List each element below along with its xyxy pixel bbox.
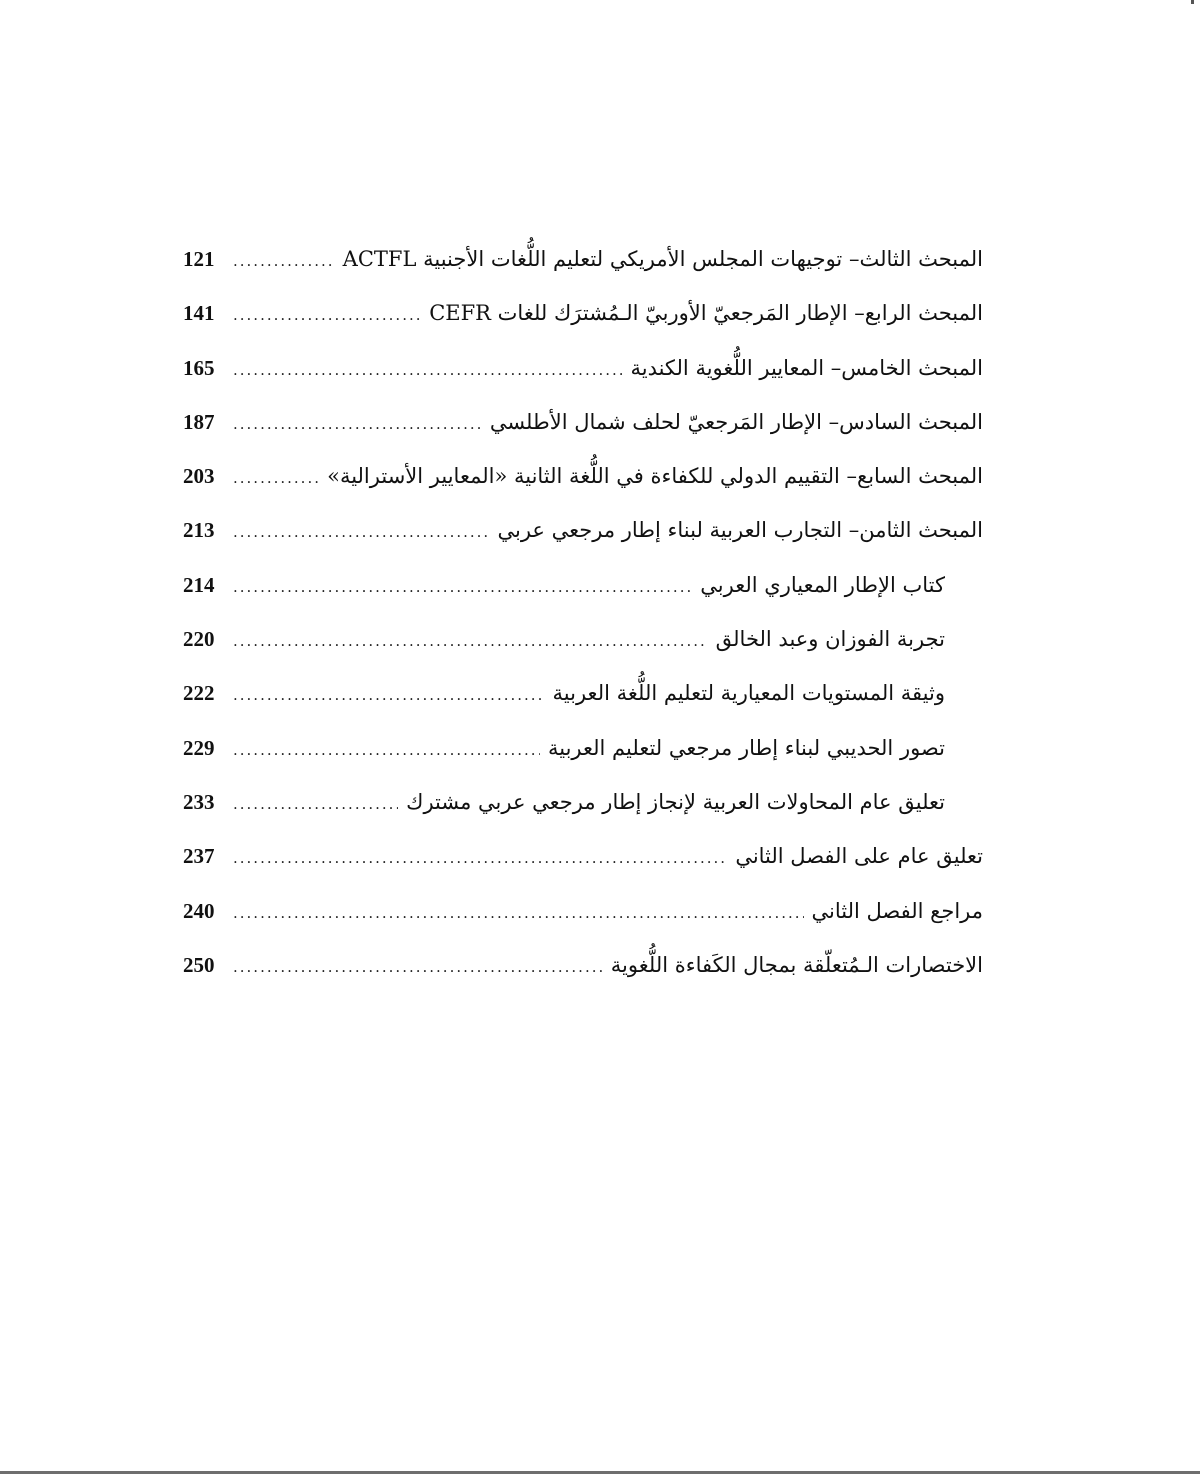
toc-page-number: 121 (183, 247, 215, 271)
toc-page-number: 220 (183, 627, 215, 652)
toc-leader-dots (233, 397, 482, 451)
toc-entry-title: المبحث الثامن– التجارب العربية لبناء إطار مرجعي عربي (497, 518, 983, 543)
toc-leader-dots (233, 777, 398, 831)
toc-leader-dots (233, 451, 319, 505)
toc-entry[interactable] (183, 666, 983, 720)
toc-page-number: 229 (183, 735, 215, 760)
toc-leader-dots (233, 614, 708, 668)
toc-entry[interactable] (183, 884, 983, 938)
toc-leader-dots (233, 234, 335, 288)
toc-entry-title: وثيقة المستويات المعيارية لتعليم اللُّغة العربية (552, 681, 945, 706)
toc-entry[interactable] (183, 612, 983, 666)
toc-leader-dots (233, 886, 804, 940)
toc-entry-title: المبحث الخامس– المعايير اللُّغوية الكندية (630, 355, 983, 380)
toc-entry-title: تعليق عام على الفصل الثاني (735, 844, 983, 869)
toc-entry-title: المبحث الرابع– الإطار المَرجعيّ الأوربيّ الـمُشترَك للغات CEFR (429, 301, 983, 326)
toc-entry[interactable] (183, 232, 983, 286)
toc-entry-title: كتاب الإطار المعياري العربي (700, 572, 945, 597)
toc-entry[interactable] (183, 938, 983, 992)
toc-entry[interactable] (183, 286, 983, 340)
toc-page-number: 250 (183, 952, 215, 977)
corner-mark (1191, 0, 1194, 4)
toc-entry[interactable] (183, 721, 983, 775)
toc-page-number: 240 (183, 898, 215, 923)
toc-page-number: 233 (183, 789, 215, 814)
toc-entry[interactable] (183, 775, 983, 829)
toc-page-number: 141 (183, 301, 215, 326)
table-of-contents (183, 232, 983, 992)
toc-entry-title: المبحث السابع– التقييم الدولي للكفاءة في اللُّغة الثانية «المعايير الأسترالية» (327, 464, 983, 489)
toc-leader-dots (233, 940, 603, 994)
toc-entry[interactable] (183, 341, 983, 395)
toc-entry-title: الاختصارات الـمُتعلّقة بمجال الكَفاءة اللُّغوية (610, 952, 983, 977)
toc-entry-title: المبحث السادس– الإطار المَرجعيّ لحلف شمال الأطلسي (489, 409, 983, 434)
toc-entry-title: المبحث الثالث– توجيهات المجلس الأمريكي لتعليم اللُّغات الأجنبية ACTFL (342, 247, 983, 271)
toc-entry[interactable] (183, 558, 983, 612)
toc-page-number: 187 (183, 409, 215, 434)
toc-leader-dots (233, 560, 692, 614)
toc-leader-dots (233, 343, 622, 397)
toc-page-number: 203 (183, 464, 215, 489)
toc-leader-dots (233, 831, 727, 885)
toc-entry-title: تعليق عام المحاولات العربية لإنجاز إطار مرجعي عربي مشترك (406, 789, 945, 814)
toc-entry-title: تجربة الفوزان وعبد الخالق (715, 627, 945, 652)
toc-entry[interactable] (183, 503, 983, 557)
toc-leader-dots (233, 288, 421, 342)
toc-page-number: 213 (183, 518, 215, 543)
toc-leader-dots (233, 505, 490, 559)
toc-page-number: 237 (183, 844, 215, 869)
toc-entry[interactable] (183, 829, 983, 883)
toc-page-number: 214 (183, 572, 215, 597)
toc-entry[interactable] (183, 395, 983, 449)
toc-leader-dots (233, 723, 540, 777)
toc-entry[interactable] (183, 449, 983, 503)
toc-entry-title: مراجع الفصل الثاني (811, 898, 983, 923)
toc-leader-dots (233, 668, 545, 722)
toc-page-number: 165 (183, 355, 215, 380)
toc-page-number: 222 (183, 681, 215, 706)
toc-entry-title: تصور الحديبي لبناء إطار مرجعي لتعليم العربية (547, 735, 945, 760)
